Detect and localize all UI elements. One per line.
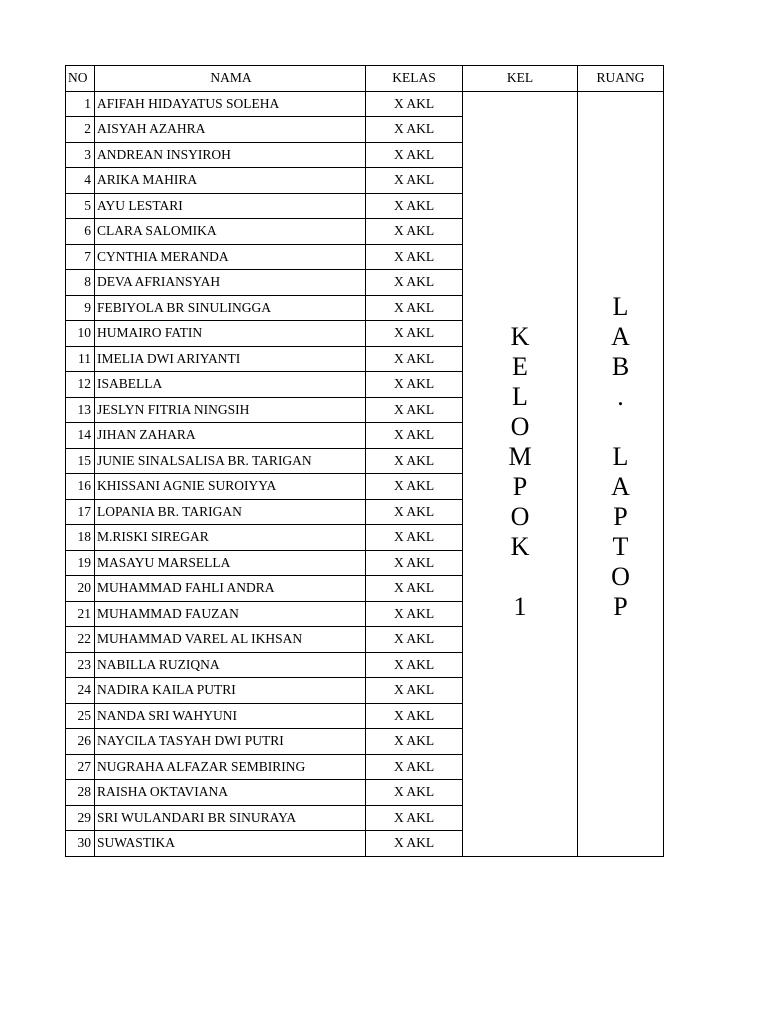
row-kelas: X AKL (366, 423, 463, 449)
row-no: 28 (66, 780, 95, 806)
row-kelas: X AKL (366, 525, 463, 551)
row-nama: MUHAMMAD VAREL AL IKHSAN (95, 627, 366, 653)
row-kelas: X AKL (366, 142, 463, 168)
row-nama: JIHAN ZAHARA (95, 423, 366, 449)
row-no: 12 (66, 372, 95, 398)
row-no: 18 (66, 525, 95, 551)
header-no: NO (66, 66, 95, 92)
row-kelas: X AKL (366, 703, 463, 729)
row-no: 27 (66, 754, 95, 780)
row-no: 29 (66, 805, 95, 831)
row-kelas: X AKL (366, 270, 463, 296)
row-no: 10 (66, 321, 95, 347)
row-kelas: X AKL (366, 729, 463, 755)
row-nama: ISABELLA (95, 372, 366, 398)
row-kelas: X AKL (366, 117, 463, 143)
row-no: 5 (66, 193, 95, 219)
header-kelas: KELAS (366, 66, 463, 92)
row-kelas: X AKL (366, 372, 463, 398)
row-kelas: X AKL (366, 193, 463, 219)
header-ruang: RUANG (578, 66, 664, 92)
row-nama: IMELIA DWI ARIYANTI (95, 346, 366, 372)
row-no: 14 (66, 423, 95, 449)
row-kelas: X AKL (366, 627, 463, 653)
row-nama: AISYAH AZAHRA (95, 117, 366, 143)
row-kelas: X AKL (366, 601, 463, 627)
row-nama: NADIRA KAILA PUTRI (95, 678, 366, 704)
row-no: 17 (66, 499, 95, 525)
row-no: 30 (66, 831, 95, 857)
row-nama: HUMAIRO FATIN (95, 321, 366, 347)
row-no: 24 (66, 678, 95, 704)
row-kelas: X AKL (366, 219, 463, 245)
row-no: 6 (66, 219, 95, 245)
row-no: 20 (66, 576, 95, 602)
row-no: 23 (66, 652, 95, 678)
row-kelas: X AKL (366, 168, 463, 194)
kel-merged-cell: K E L O M P O K 1 (463, 91, 578, 856)
row-no: 13 (66, 397, 95, 423)
row-nama: MUHAMMAD FAHLI ANDRA (95, 576, 366, 602)
row-nama: MUHAMMAD FAUZAN (95, 601, 366, 627)
row-nama: JESLYN FITRIA NINGSIH (95, 397, 366, 423)
row-no: 21 (66, 601, 95, 627)
row-no: 7 (66, 244, 95, 270)
row-nama: NABILLA RUZIQNA (95, 652, 366, 678)
row-no: 9 (66, 295, 95, 321)
row-no: 19 (66, 550, 95, 576)
row-no: 16 (66, 474, 95, 500)
row-no: 8 (66, 270, 95, 296)
row-nama: AYU LESTARI (95, 193, 366, 219)
row-no: 1 (66, 91, 95, 117)
row-nama: CYNTHIA MERANDA (95, 244, 366, 270)
row-nama: JUNIE SINALSALISA BR. TARIGAN (95, 448, 366, 474)
row-no: 25 (66, 703, 95, 729)
table-row (66, 91, 664, 117)
row-no: 15 (66, 448, 95, 474)
header-nama: NAMA (95, 66, 366, 92)
row-no: 26 (66, 729, 95, 755)
row-kelas: X AKL (366, 780, 463, 806)
table-body (66, 91, 664, 856)
row-nama: CLARA SALOMIKA (95, 219, 366, 245)
row-nama: AFIFAH HIDAYATUS SOLEHA (95, 91, 366, 117)
row-nama: RAISHA OKTAVIANA (95, 780, 366, 806)
row-kelas: X AKL (366, 499, 463, 525)
row-nama: KHISSANI AGNIE SUROIYYA (95, 474, 366, 500)
row-nama: SRI WULANDARI BR SINURAYA (95, 805, 366, 831)
row-nama: M.RISKI SIREGAR (95, 525, 366, 551)
row-kelas: X AKL (366, 754, 463, 780)
row-nama: DEVA AFRIANSYAH (95, 270, 366, 296)
row-nama: NANDA SRI WAHYUNI (95, 703, 366, 729)
row-no: 4 (66, 168, 95, 194)
row-kelas: X AKL (366, 295, 463, 321)
row-kelas: X AKL (366, 321, 463, 347)
row-kelas: X AKL (366, 678, 463, 704)
row-nama: NAYCILA TASYAH DWI PUTRI (95, 729, 366, 755)
row-kelas: X AKL (366, 474, 463, 500)
student-group-table (65, 65, 664, 857)
row-nama: FEBIYOLA BR SINULINGGA (95, 295, 366, 321)
row-kelas: X AKL (366, 244, 463, 270)
row-kelas: X AKL (366, 397, 463, 423)
row-nama: SUWASTIKA (95, 831, 366, 857)
row-kelas: X AKL (366, 346, 463, 372)
row-no: 2 (66, 117, 95, 143)
row-nama: NUGRAHA ALFAZAR SEMBIRING (95, 754, 366, 780)
row-kelas: X AKL (366, 652, 463, 678)
row-kelas: X AKL (366, 805, 463, 831)
row-kelas: X AKL (366, 91, 463, 117)
row-nama: ARIKA MAHIRA (95, 168, 366, 194)
row-kelas: X AKL (366, 448, 463, 474)
row-no: 11 (66, 346, 95, 372)
row-no: 22 (66, 627, 95, 653)
header-kel: KEL (463, 66, 578, 92)
row-nama: LOPANIA BR. TARIGAN (95, 499, 366, 525)
row-nama: ANDREAN INSYIROH (95, 142, 366, 168)
row-kelas: X AKL (366, 576, 463, 602)
row-no: 3 (66, 142, 95, 168)
header-row (66, 66, 664, 92)
row-nama: MASAYU MARSELLA (95, 550, 366, 576)
row-kelas: X AKL (366, 550, 463, 576)
ruang-merged-cell: L A B . L A P T O P (578, 91, 664, 856)
row-kelas: X AKL (366, 831, 463, 857)
